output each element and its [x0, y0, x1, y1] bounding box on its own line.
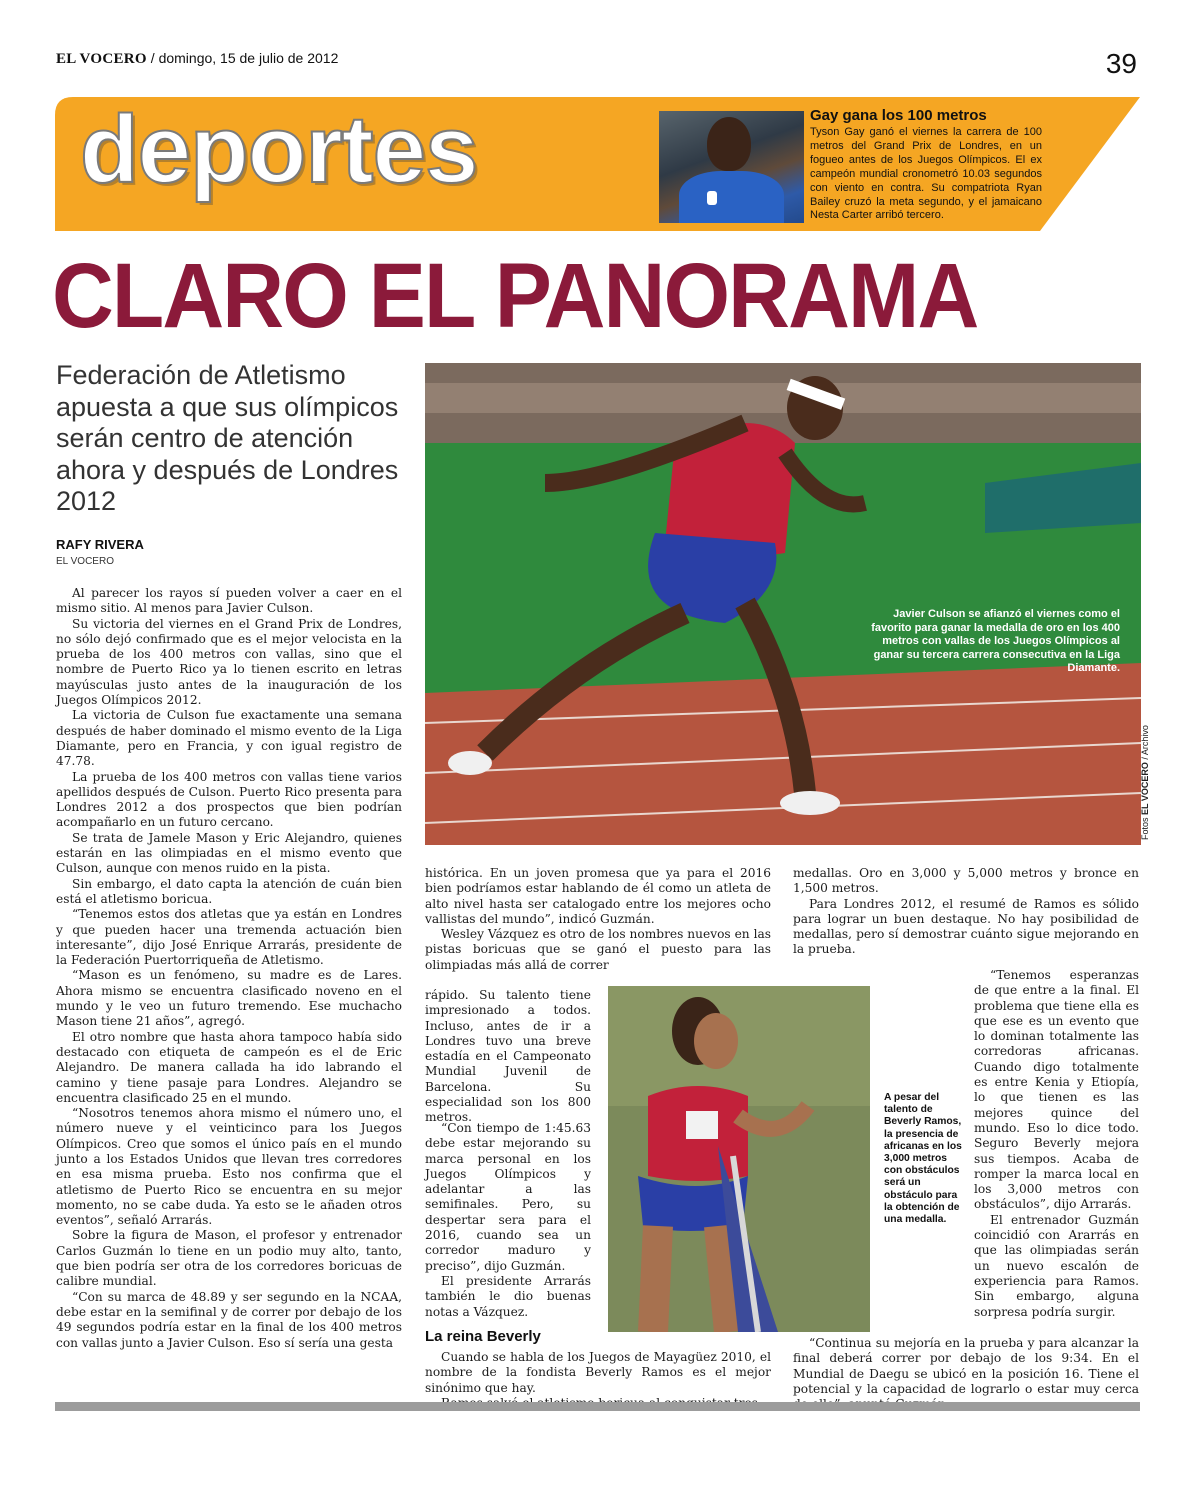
article-column-2-narrow [425, 1121, 591, 1320]
brief-photo [659, 111, 804, 223]
paragraph: “Tenemos esperanzas de que entre a la final. El problema que tiene ella es que ese es un evento que lo dominan totalmente las corredoras africanas. Cuando digo totalmente es entre Kenia y Etiopía, lo que tienen es las mejores quince del mundo. Eso lo dice todo. Seguro Beverly mejora sus tiempos. Acaba de romper la marca local en los 3,000 metros con obstáculos”, dijo Arrarás. [974, 968, 1139, 1212]
paragraph: “Tenemos estos dos atletas que ya están en Londres y que pueden hacer una tremenda actuación bien interesante”, dijo José Enrique Arrarás, presidente de la Federación Puertorriqueña de Atletismo. [56, 907, 402, 968]
paragraph: El otro nombre que hasta ahora tampoco había sido destacado con etiqueta de campeón es el de Eric Alejandro. De manera callada ha ido labrando el camino y tiene pasaje para Londres. Alejandro se encuentra clasificado 25 en el mundo. [56, 1029, 402, 1105]
paragraph: El entrenador Guzmán coincidió con Ararrás en que las olimpiadas serán un nuevo escalón de experiencia para Ramos. Sin embargo, alguna sorpresa podría surgir. [974, 1212, 1139, 1319]
article-column-3 [793, 866, 1139, 958]
paragraph: Al parecer los rayos sí pueden volver a caer en el mismo sitio. Al menos para Javier Culson. [56, 586, 402, 616]
paragraph: Su victoria del viernes en el Grand Prix de Londres, no sólo dejó confirmado que es el mejor velocista en la prueba de los 400 metros con vallas, sino que el nombre de Puerto Rico ya lo tienen escrito en letras mayúsculas justo antes de la inauguración de los Juegos Olímpicos 2012. [56, 616, 402, 708]
photo-credit: Fotos EL VOCERO / Archivo [1140, 725, 1150, 840]
main-photo [425, 363, 1141, 845]
paragraph: Se trata de Jamele Mason y Eric Alejandro, quienes estarán en las olimpiadas en el mismo evento que Culson, aunque con menos ruido en la pista. [56, 830, 402, 876]
issue-date: / domingo, 15 de julio de 2012 [150, 50, 339, 66]
paragraph: Sin embargo, el dato capta la atención de cuán bien está el atletismo boricua. [56, 876, 402, 906]
headline: CLARO EL PANORAMA [52, 245, 978, 347]
article-column-3-narrow [974, 968, 1139, 1320]
paragraph: “Nosotros tenemos ahora mismo el número uno, el número nueve y el veinticinco para los Juegos Olímpicos. Creo que somos el único país en el mundo junto a los Estados Unidos que llevan tres corredores en esa misma prueba. Esto nos confirma que el atletismo de Puerto Rico se encuentra en su mejor momento, no se cabe duda. Ya esto se le añaden otros eventos”, señaló Arrarás. [56, 1106, 402, 1228]
article-column-1 [56, 586, 402, 1351]
article-column-3-bottom [793, 1336, 1139, 1412]
page-number: 39 [1105, 48, 1137, 79]
byline: RAFY RIVERA [56, 537, 144, 552]
paragraph: “Con su marca de 48.89 y ser segundo en la NCAA, debe estar en la semifinal y de correr por debajo de los 49 segundos podría estar en la final de los 400 metros con vallas junto a Javier Culson. Eso sí sería una gesta [56, 1289, 402, 1350]
footer-rule [55, 1402, 1140, 1411]
paragraph: Cuando se habla de los Juegos de Mayagüez 2010, el nombre de la fondista Beverly Ramos es el mejor sinónimo que hay. [425, 1350, 771, 1395]
paragraph: El presidente Arrarás también le dio buenas notas a Vázquez. [425, 1273, 591, 1319]
second-photo-caption: A pesar del talento de Beverly Ramos, la presencia de africanas en los 3,000 metros con obstáculos será un obstáculo para la obtención de una medalla. [884, 1092, 962, 1226]
main-photo-caption: Javier Culson se afianzó el viernes como el favorito para ganar la medalla de oro en los 400 metros con vallas de los Juegos Olímpicos al ganar su tercera carrera consecutiva en la Liga Diamante. [871, 608, 1120, 674]
paragraph: La prueba de los 400 metros con vallas tiene varios apellidos después de Culson. Puerto Rico presenta para Londres 2012 a dos prospectos que bien podrían acompañarlo en un futuro cercano. [56, 769, 402, 830]
article-column-2-narrow [425, 988, 591, 1126]
paragraph: histórica. En un joven promesa que ya para el 2016 bien podríamos estar hablando de él como un atleta de alto nivel hasta ser catalogado entre los mejores ocho vallistas del mundo”, indicó Guzmán. [425, 866, 771, 926]
paragraph: La victoria de Culson fue exactamente una semana después de haber dominado el mismo evento de la Liga Diamante, pero en Francia, y con igual registro de 47.78. [56, 708, 402, 769]
paragraph: medallas. Oro en 3,000 y 5,000 metros y bronce en 1,500 metros. [793, 866, 1139, 896]
paragraph: “Con tiempo de 1:45.63 debe estar mejorando su marca personal en los Juegos Olímpicos y adelantar a las semifinales. Pero, su despertar sera para el 2016, cuando sea un corredor maduro y preciso”, dijo Guzmán. [425, 1121, 591, 1273]
deck: Federación de Atletismo apuesta a que sus olímpicos serán centro de atención ahora y después de Londres 2012 [56, 360, 399, 516]
brand-name: EL VOCERO [56, 51, 147, 67]
second-photo [608, 986, 870, 1332]
masthead [56, 50, 338, 68]
paragraph: Wesley Vázquez es otro de los nombres nuevos en las pistas boricuas que se ganó el puesto para las olimpiadas más allá de correr [425, 927, 771, 972]
paragraph: Sobre la figura de Mason, el profesor y entrenador Carlos Guzmán lo tiene en un podio muy alto, tanto, que bien podría ser otra de los corredores boricuas de calibre mundial. [56, 1228, 402, 1289]
paragraph: rápido. Su talento tiene impresionado a todos. Incluso, antes de ir a Londres tuvo una breve estadía en el Campeonato Mundial Juvenil de Barcelona. Su especialidad son los 800 metros. [425, 988, 591, 1125]
subheading: La reina Beverly [425, 1328, 541, 1345]
paragraph: “Continua su mejoría en la prueba y para alcanzar la final deberá correr por debajo de los 9:34. En el Mundial de Daegu se ubicó en la posición 16. Tiene el potencial y la capacidad de lograrlo o estar muy cerca [793, 1336, 1139, 1396]
brief-text: Tyson Gay ganó el viernes la carrera de 100 metros del Grand Prix de Londres, en un fogueo antes de los Juegos Olímpicos. El ex campeón mundial cronometró 10.03 segundos con viento en contra. Su compatriota Ryan Bailey cruzó la meta segundo, y el jamaicano Nesta Carter arribó tercero. [810, 126, 1042, 222]
brief-title: Gay gana los 100 metros [810, 107, 987, 124]
section-title: deportes [80, 96, 478, 203]
paragraph: Para Londres 2012, el resumé de Ramos es sólido para lograr un buen destaque. No hay posibilidad de medallas, pero sí demostrar cuánto sigue mejorando en la prueba. [793, 896, 1139, 957]
byline-organization: EL VOCERO [56, 556, 114, 567]
paragraph: “Mason es un fenómeno, su madre es de Lares. Ahora mismo se encuentra clasificado noveno en el mundo y le veo un futuro tremendo. Ese muchacho Mason tiene 21 años”, agregó. [56, 968, 402, 1029]
article-column-2 [425, 866, 771, 973]
